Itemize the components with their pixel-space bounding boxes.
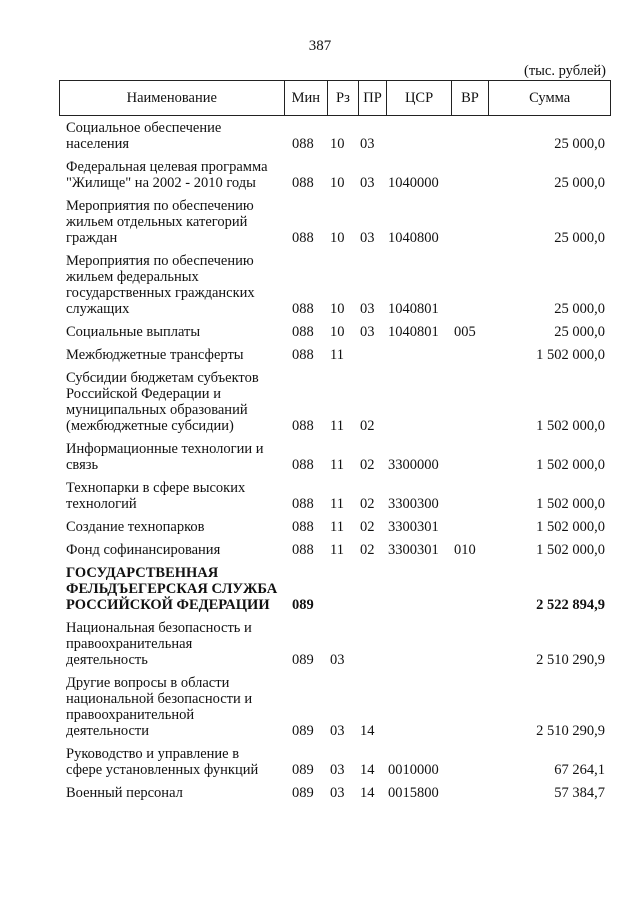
row-sum: 25 000,0 [554,301,605,317]
row-sum: 2 510 290,9 [536,723,605,739]
budget-table [59,80,611,808]
row-sum: 25 000,0 [554,136,605,152]
row-pr: 14 [360,762,375,778]
row-pr: 02 [360,496,375,512]
row-sum: 1 502 000,0 [536,519,605,535]
row-min: 088 [292,418,314,434]
row-csr: 1040801 [388,301,439,317]
row-min: 088 [292,301,314,317]
row-pr: 03 [360,230,375,246]
row-name: Мероприятия по обеспечению жильем отдельных категорий граждан [66,198,254,246]
row-rz: 11 [330,496,344,512]
row-csr: 1040000 [388,175,439,191]
row-min: 089 [292,785,314,801]
header-sum: Сумма [488,81,610,115]
row-min: 088 [292,230,314,246]
row-rz: 10 [330,175,345,191]
row-name: Фонд софинансирования [66,542,221,558]
row-name: Социальные выплаты [66,324,201,340]
row-rz: 11 [330,542,344,558]
row-name: Информационные технологии и связь [66,441,264,473]
row-rz: 10 [330,301,345,317]
row-rz: 03 [330,762,345,778]
row-rz: 10 [330,230,345,246]
row-min: 088 [292,457,314,473]
row-min: 089 [292,597,314,613]
row-csr: 3300301 [388,519,439,535]
row-pr: 14 [360,785,375,801]
table-row [59,324,611,340]
table-header [59,80,611,116]
table-row [59,120,611,152]
row-name: Мероприятия по обеспечению жильем федеральных государственных гражданских служащих [66,253,255,317]
row-name: Федеральная целевая программа "Жилище" на 2002 - 2010 годы [66,159,268,191]
row-pr: 03 [360,324,375,340]
row-name: Технопарки в сфере высоких технологий [66,480,246,512]
header-rz: Рз [327,81,358,115]
row-min: 088 [292,324,314,340]
header-csr: ЦСР [386,81,450,115]
row-csr: 3300000 [388,457,439,473]
row-csr: 3300301 [388,542,439,558]
row-min: 089 [292,723,314,739]
row-sum: 2 510 290,9 [536,652,605,668]
row-sum: 2 522 894,9 [536,597,605,613]
row-pr: 03 [360,175,375,191]
page-number: 387 [308,38,332,54]
row-sum: 1 502 000,0 [536,496,605,512]
row-rz: 11 [330,418,344,434]
table-row [59,347,611,363]
row-vr: 005 [454,324,476,340]
table-row [59,519,611,535]
row-pr: 02 [360,418,375,434]
row-pr: 02 [360,519,375,535]
row-min: 088 [292,175,314,191]
row-sum: 1 502 000,0 [536,347,605,363]
row-csr: 3300300 [388,496,439,512]
row-name: Военный персонал [66,785,183,801]
table-row [59,620,611,668]
row-name: Руководство и управление в сфере установленных функций [66,746,259,778]
header-vr: ВР [451,81,489,115]
row-sum: 25 000,0 [554,175,605,191]
row-min: 088 [292,496,314,512]
row-pr: 14 [360,723,375,739]
row-name: ГОСУДАРСТВЕННАЯ ФЕЛЬДЪЕГЕРСКАЯ СЛУЖБА РОССИЙСКОЙ ФЕДЕРАЦИИ [66,565,278,613]
row-name: Межбюджетные трансферты [66,347,244,363]
row-pr: 02 [360,542,375,558]
row-sum: 1 502 000,0 [536,542,605,558]
table-row [59,746,611,778]
table-row [59,253,611,317]
row-pr: 02 [360,457,375,473]
row-sum: 25 000,0 [554,324,605,340]
header-pr: ПР [358,81,387,115]
row-min: 088 [292,519,314,535]
row-min: 088 [292,542,314,558]
row-sum: 1 502 000,0 [536,418,605,434]
row-sum: 1 502 000,0 [536,457,605,473]
row-rz: 03 [330,652,345,668]
row-rz: 10 [330,324,345,340]
row-min: 088 [292,347,314,363]
row-csr: 1040801 [388,324,439,340]
row-name: Субсидии бюджетам субъектов Российской Федерации и муниципальных образований (межбюджетные субсидии) [66,370,259,434]
row-rz: 03 [330,785,345,801]
row-min: 089 [292,762,314,778]
table-row [59,565,611,613]
row-rz: 11 [330,519,344,535]
row-pr: 03 [360,136,375,152]
row-vr: 010 [454,542,476,558]
row-sum: 57 384,7 [554,785,605,801]
row-csr: 0015800 [388,785,439,801]
row-min: 088 [292,136,314,152]
row-rz: 11 [330,347,344,363]
row-csr: 0010000 [388,762,439,778]
row-name: Другие вопросы в области национальной безопасности и правоохранительной деятельности [66,675,253,739]
row-csr: 1040800 [388,230,439,246]
row-sum: 25 000,0 [554,230,605,246]
header-min: Мин [284,81,328,115]
table-row [59,675,611,739]
table-row [59,480,611,512]
table-row [59,159,611,191]
row-rz: 10 [330,136,345,152]
table-row [59,542,611,558]
row-name: Социальное обеспечение населения [66,120,222,152]
row-pr: 03 [360,301,375,317]
table-row [59,370,611,434]
table-row [59,441,611,473]
row-min: 089 [292,652,314,668]
header-name: Наименование [126,89,217,106]
row-name: Национальная безопасность и правоохранительная деятельность [66,620,252,668]
row-rz: 03 [330,723,345,739]
table-row [59,198,611,246]
units-label: (тыс. рублей) [524,63,606,79]
row-sum: 67 264,1 [554,762,605,778]
row-name: Создание технопарков [66,519,205,535]
table-body [59,120,611,801]
table-row [59,785,611,801]
row-rz: 11 [330,457,344,473]
